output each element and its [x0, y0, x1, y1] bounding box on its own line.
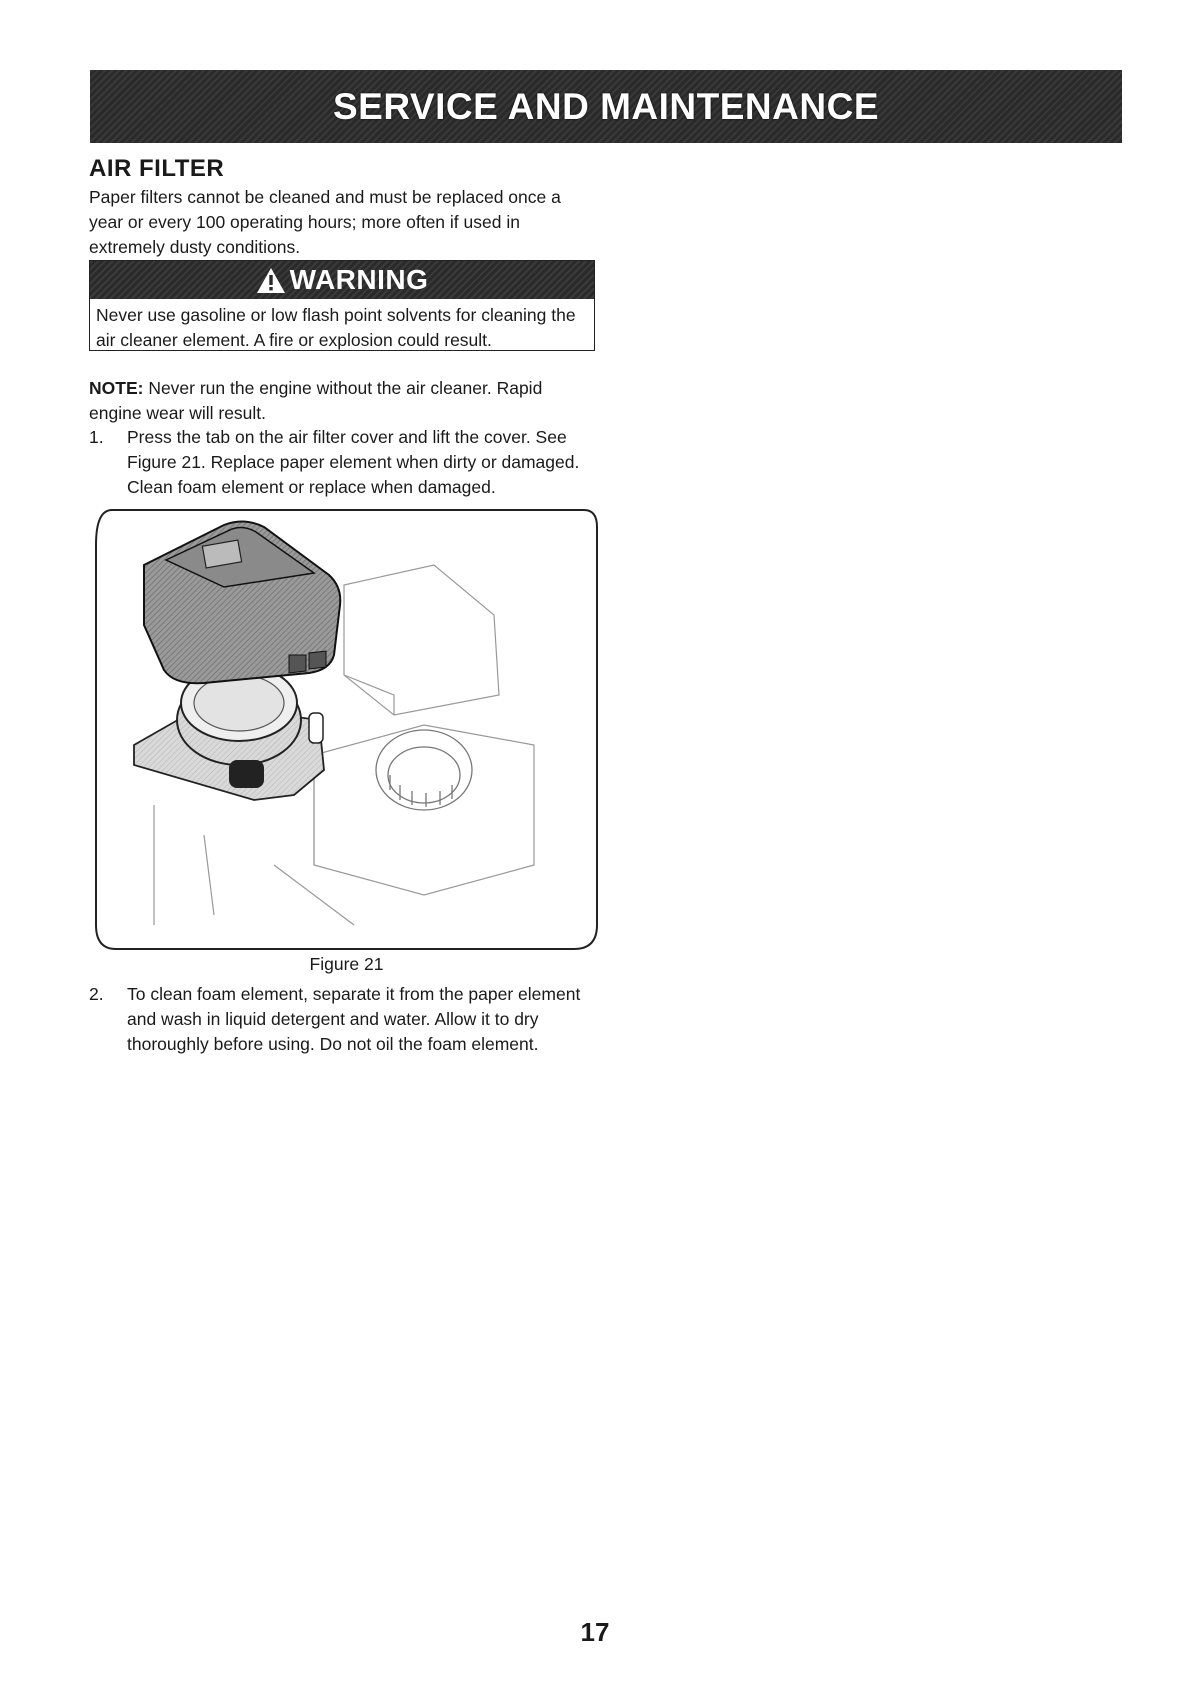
filter-post [309, 713, 323, 743]
figure-caption: Figure 21 [309, 954, 384, 974]
page-title: SERVICE AND MAINTENANCE [333, 86, 879, 127]
warning-header [90, 261, 594, 299]
fuel-cap [376, 730, 472, 810]
section-banner [90, 70, 1122, 143]
intro-paragraph: Paper filters cannot be cleaned and must be replaced once a year or every 100 operating hours; more often if used in extremely dusty conditions. [89, 187, 561, 257]
air-filter-cover [144, 521, 340, 683]
page-number: 17 [580, 1617, 610, 1647]
note-label: NOTE: [89, 378, 144, 398]
warning-title: WARNING [289, 264, 429, 295]
step-text: Press the tab on the air filter cover and lift the cover. See Figure 21. Replace paper element when dirty or damaged. Clean foam element or replace when damaged. [127, 427, 580, 497]
step-number: 2. [89, 984, 104, 1004]
warning-box [89, 260, 595, 351]
note-paragraph [89, 376, 589, 426]
note-text: Never run the engine without the air cleaner. Rapid engine wear will result. [89, 378, 543, 423]
step-number: 1. [89, 427, 104, 447]
step-item [89, 425, 599, 500]
step-text: To clean foam element, separate it from the paper element and wash in liquid detergent and water. Allow it to dry thoroughly before using. Do not oil the foam element. [127, 984, 581, 1054]
warning-triangle-icon [256, 267, 286, 294]
step-item [89, 982, 599, 1057]
air-filter-figure [94, 505, 599, 951]
warning-text: Never use gasoline or low flash point solvents for cleaning the air cleaner element. A fire or explosion could result. [96, 305, 576, 350]
section-heading: AIR FILTER [89, 155, 225, 182]
